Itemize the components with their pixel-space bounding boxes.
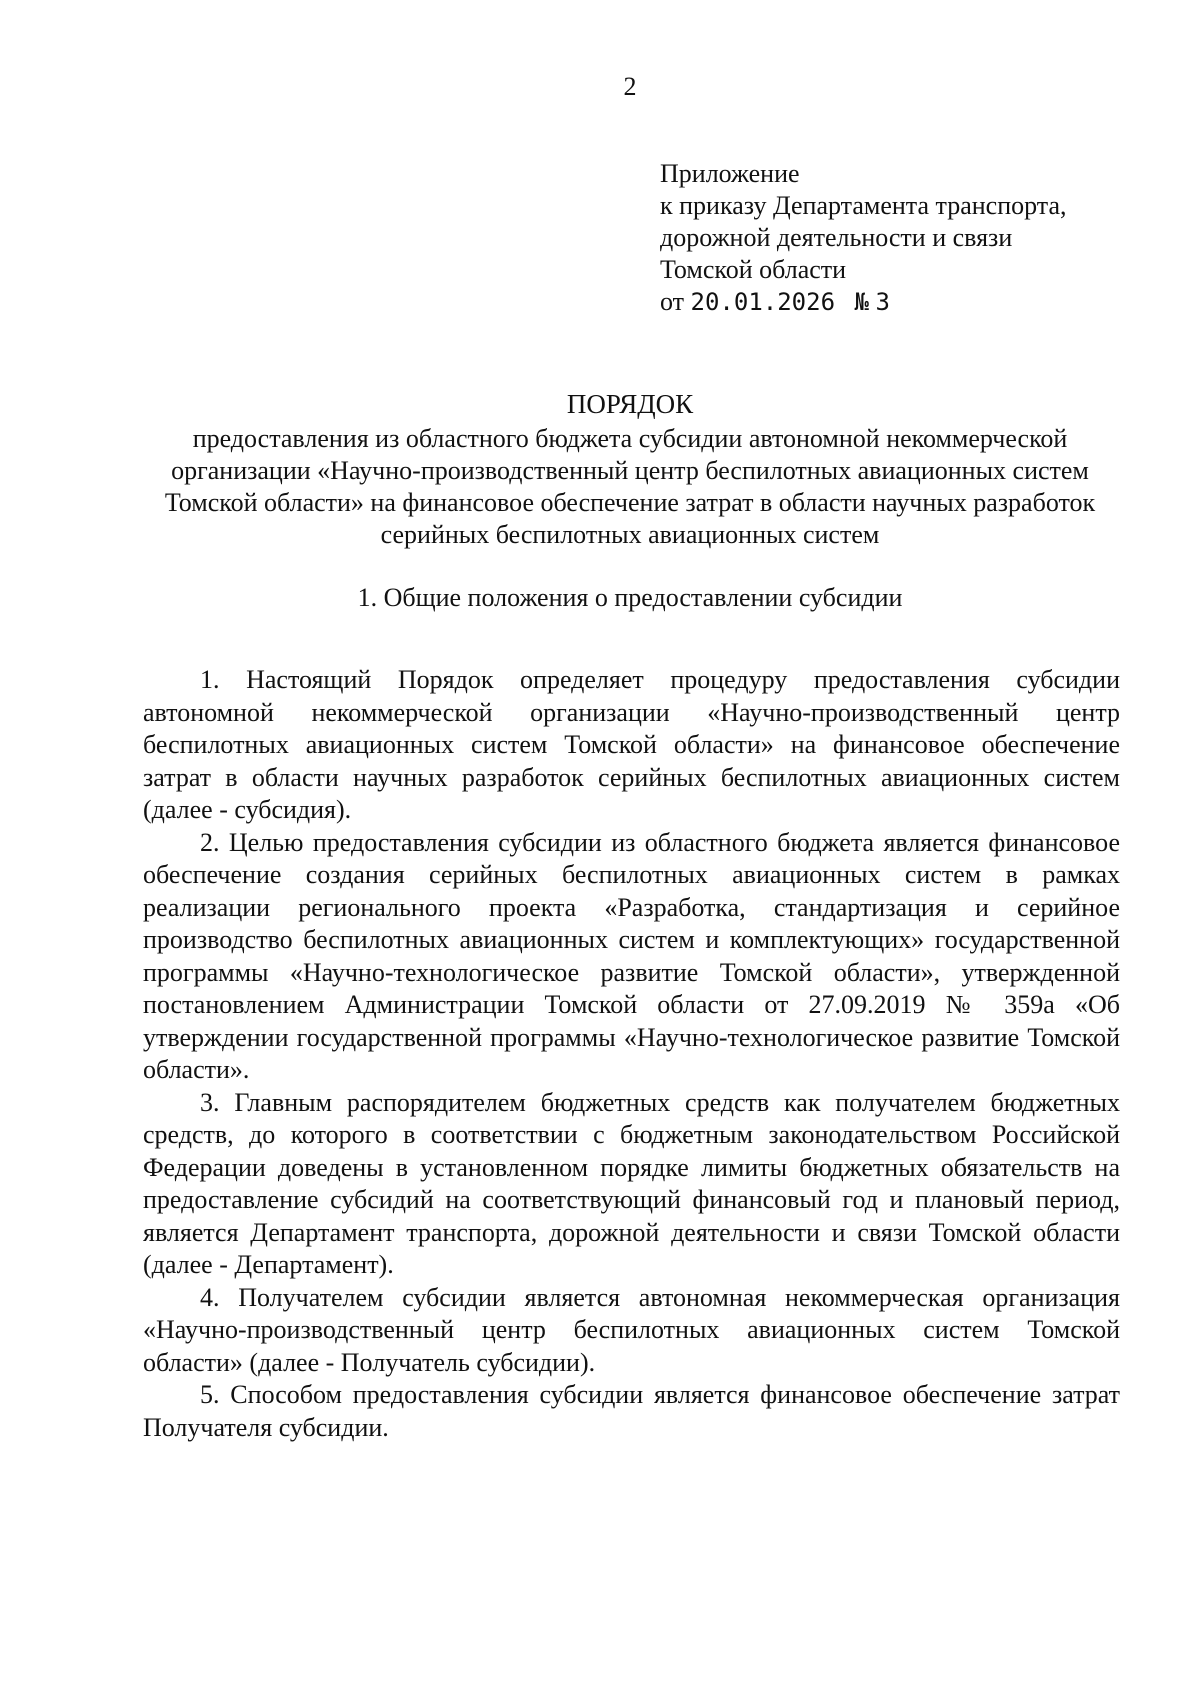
paragraph-4: 4. Получателем субсидии является автономная некоммерческая организация «Научно-производственный центр беспилотных авиационных систем Томской области» (далее - Получатель субсидии). bbox=[143, 1282, 1120, 1377]
appendix-date-prefix: от bbox=[660, 287, 685, 316]
section-heading: 1. Общие положения о предоставлении субсидии bbox=[357, 583, 903, 612]
appendix-order-line bbox=[660, 286, 1160, 318]
appendix-date: 20.01.2026 bbox=[690, 288, 836, 316]
appendix-number-sign: № bbox=[854, 288, 869, 316]
appendix-line-3: дорожной деятельности и связи bbox=[660, 223, 1013, 252]
paragraph-1: 1. Настоящий Порядок определяет процедуру предоставления субсидии автономной некоммерческой организации «Научно-производственный центр беспилотных авиационных систем Томской области» на финансовое обеспечение затрат в области научных разработок серийных беспилотных авиационных систем (далее - субсидия). bbox=[143, 665, 1120, 824]
page-number: 2 bbox=[623, 72, 637, 101]
paragraph-2: 2. Целью предоставления субсидии из областного бюджета является финансовое обеспечение создания серийных беспилотных авиационных систем в рамках реализации регионального проекта «Разработка, стандартизация и серийное производство беспилотных авиационных систем и комплектующих» государственной программы «Научно-технологическое развитие Томской области», утвержденной постановлением Администрации Томской области от 27.09.2019 № 359а «Об утверждении государственной программы «Научно-технологическое развитие Томской области». bbox=[143, 827, 1120, 1084]
body-text bbox=[143, 664, 1120, 1444]
document-subtitle: предоставления из областного бюджета субсидии автономной некоммерческой организации «Научно-производственный центр беспилотных авиационных систем Томской области» на финансовое обеспечение затрат в области научных разработок серийных беспилотных авиационных систем bbox=[164, 424, 1096, 549]
appendix-number: 3 bbox=[875, 288, 890, 316]
appendix-line-1: Приложение bbox=[660, 159, 800, 188]
paragraph-3: 3. Главным распорядителем бюджетных средств как получателем бюджетных средств, до которого в соответствии с бюджетным законодательством Российской Федерации доведены в установленном порядке лимиты бюджетных обязательств на предоставление субсидий на соответствующий финансовый год и плановый период, является Департамент транспорта, дорожной деятельности и связи Томской области (далее - Департамент). bbox=[143, 1087, 1120, 1279]
appendix-line-2: к приказу Департамента транспорта, bbox=[660, 191, 1067, 220]
appendix-line-4: Томской области bbox=[660, 255, 847, 284]
paragraph-5: 5. Способом предоставления субсидии является финансовое обеспечение затрат Получателя субсидии. bbox=[143, 1380, 1120, 1442]
appendix-header bbox=[660, 158, 1160, 318]
document-title-block bbox=[140, 387, 1120, 551]
document-title: ПОРЯДОК bbox=[566, 389, 694, 419]
